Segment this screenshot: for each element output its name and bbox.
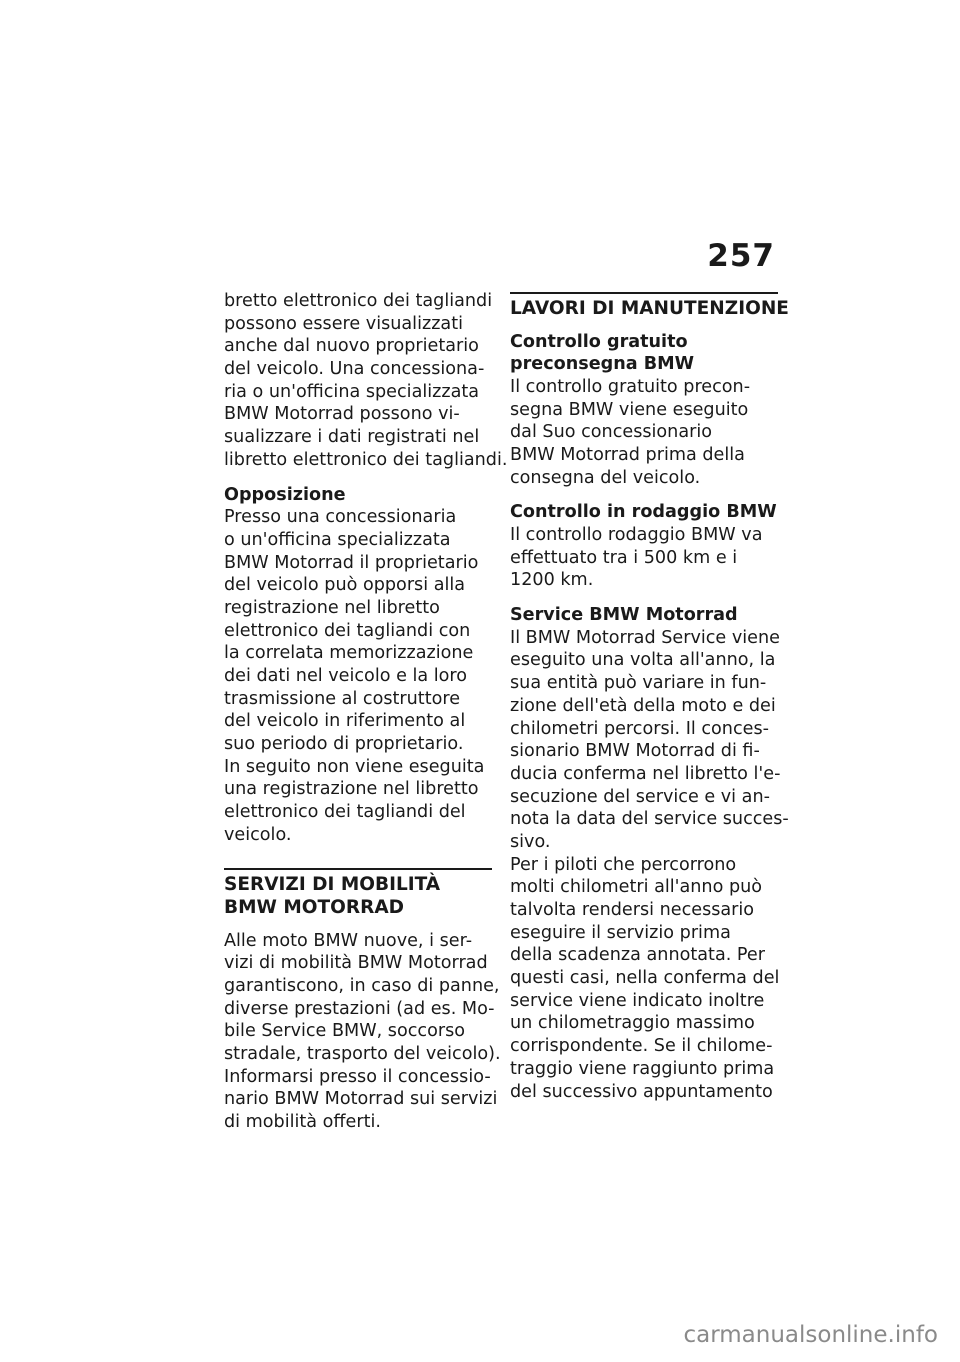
text-line: dal Suo concessionario [510,422,712,443]
text-line: Informarsi presso il concessio- [224,1066,491,1087]
text-line: Il controllo rodaggio BMW va [510,525,763,545]
text-line: BMW Motorrad possono vi- [224,404,460,425]
text-line: BMW Motorrad prima della [510,444,745,465]
text-line: Per i piloti che percorrono [510,854,737,875]
text-line: bile Service BMW, soccorso [224,1021,466,1042]
watermark: carmanualsonline.info [683,1322,938,1348]
text-line: consegna del veicolo. [510,467,701,488]
text-line: Alle moto BMW nuove, i ser- [224,930,473,951]
text-line: del successivo appuntamento [510,1081,773,1102]
text-line: una registrazione nel libretto [224,779,479,800]
runin-heading: Controllo in rodaggio BMW [510,502,777,523]
predelivery-heading: preconsegna BMW [510,354,695,375]
text-line: questi casi, nella conferma del [510,968,780,989]
text-line: veicolo. [224,824,292,845]
text-line: del veicolo in riferimento al [224,711,466,732]
section-title: BMW MOTORRAD [224,897,405,918]
text-line: sua entità può variare in fun- [510,673,767,694]
section-title: SERVIZI DI MOBILITÀ [224,873,441,895]
text-line: vizi di mobilità BMW Motorrad [224,953,488,974]
text-line: ducia conferma nel libretto l'e- [510,763,781,784]
text-line: secuzione del service e vi an- [510,786,770,807]
text-line: traggio viene raggiunto prima [510,1058,775,1079]
predelivery-heading: Controllo gratuito [510,331,688,352]
mobility-section-header [224,868,492,920]
text-line: del veicolo può opporsi alla [224,575,466,596]
text-line: talvolta rendersi necessario [510,900,755,920]
mobility-paragraph [224,930,501,1134]
text-line: dei dati nel veicolo e la loro [224,666,468,686]
intro-paragraph [224,290,508,472]
text-line: chilometri percorsi. Il conces- [510,718,769,739]
text-line: ria o un'officina specializzata [224,381,480,402]
maintenance-section-header [510,292,789,321]
text-line: libretto elettronico dei tagliandi. [224,449,508,470]
service-heading: Service BMW Motorrad [510,605,738,626]
text-line: eseguito una volta all'anno, la [510,650,776,671]
runin-paragraph [510,524,778,592]
text-line: molti chilometri all'anno può [510,877,763,898]
text-line: garantiscono, in caso di panne, [224,975,500,996]
text-line: elettronico dei tagliandi del [224,802,466,823]
text-line: registrazione nel libretto [224,597,440,618]
text-line: o un'officina specializzata [224,529,451,550]
text-line: suo periodo di proprietario. [224,734,464,755]
text-line: nario BMW Motorrad sui servizi [224,1089,498,1110]
text-line: BMW Motorrad il proprietario [224,552,479,573]
text-line: stradale, trasporto del veicolo). [224,1043,501,1064]
text-line: di mobilità offerti. [224,1112,381,1132]
text-line: la correlata memorizzazione [224,643,474,664]
text-line: nota la data del service succes- [510,809,789,830]
right-column [510,290,789,1103]
text-line: possono essere visualizzati [224,313,463,334]
text-line: del veicolo. Una concessiona- [224,359,485,380]
text-line: Presso una concessionaria [224,507,457,528]
text-line: sivo. [510,831,551,852]
text-line: Il BMW Motorrad Service viene [510,627,780,648]
page-number: 257 [707,238,775,274]
text-line: eseguire il servizio prima [510,922,731,943]
text-line: sualizzare i dati registrati nel [224,427,480,448]
text-line: anche dal nuovo proprietario [224,336,479,357]
text-line: sionario BMW Motorrad di fi- [510,741,760,762]
text-line: un chilometraggio massimo [510,1013,755,1034]
text-line: trasmissione al costruttore [224,688,461,709]
predelivery-paragraph [510,376,778,489]
section-title: LAVORI DI MANUTENZIONE [510,298,789,319]
text-line: service viene indicato inoltre [510,990,765,1011]
text-line: Il controllo gratuito precon- [510,376,751,397]
text-line: elettronico dei tagliandi con [224,620,471,641]
text-line: 1200 km. [510,570,594,591]
left-column [224,290,508,1134]
text-line: zione dell'età della moto e dei [510,695,776,716]
text-line: diverse prestazioni (ad es. Mo- [224,998,495,1019]
service-paragraph [510,627,789,1103]
text-line: effettuato tra i 500 km e i [510,547,738,568]
text-line: della scadenza annotata. Per [510,945,765,966]
text-line: segna BMW viene eseguito [510,399,749,420]
text-line: In seguito non viene eseguita [224,756,485,777]
text-line: corrispondente. Se il chilome- [510,1036,773,1057]
opposizione-paragraph [224,506,492,846]
text-line: bretto elettronico dei tagliandi [224,291,493,311]
opposizione-heading: Opposizione [224,484,346,505]
